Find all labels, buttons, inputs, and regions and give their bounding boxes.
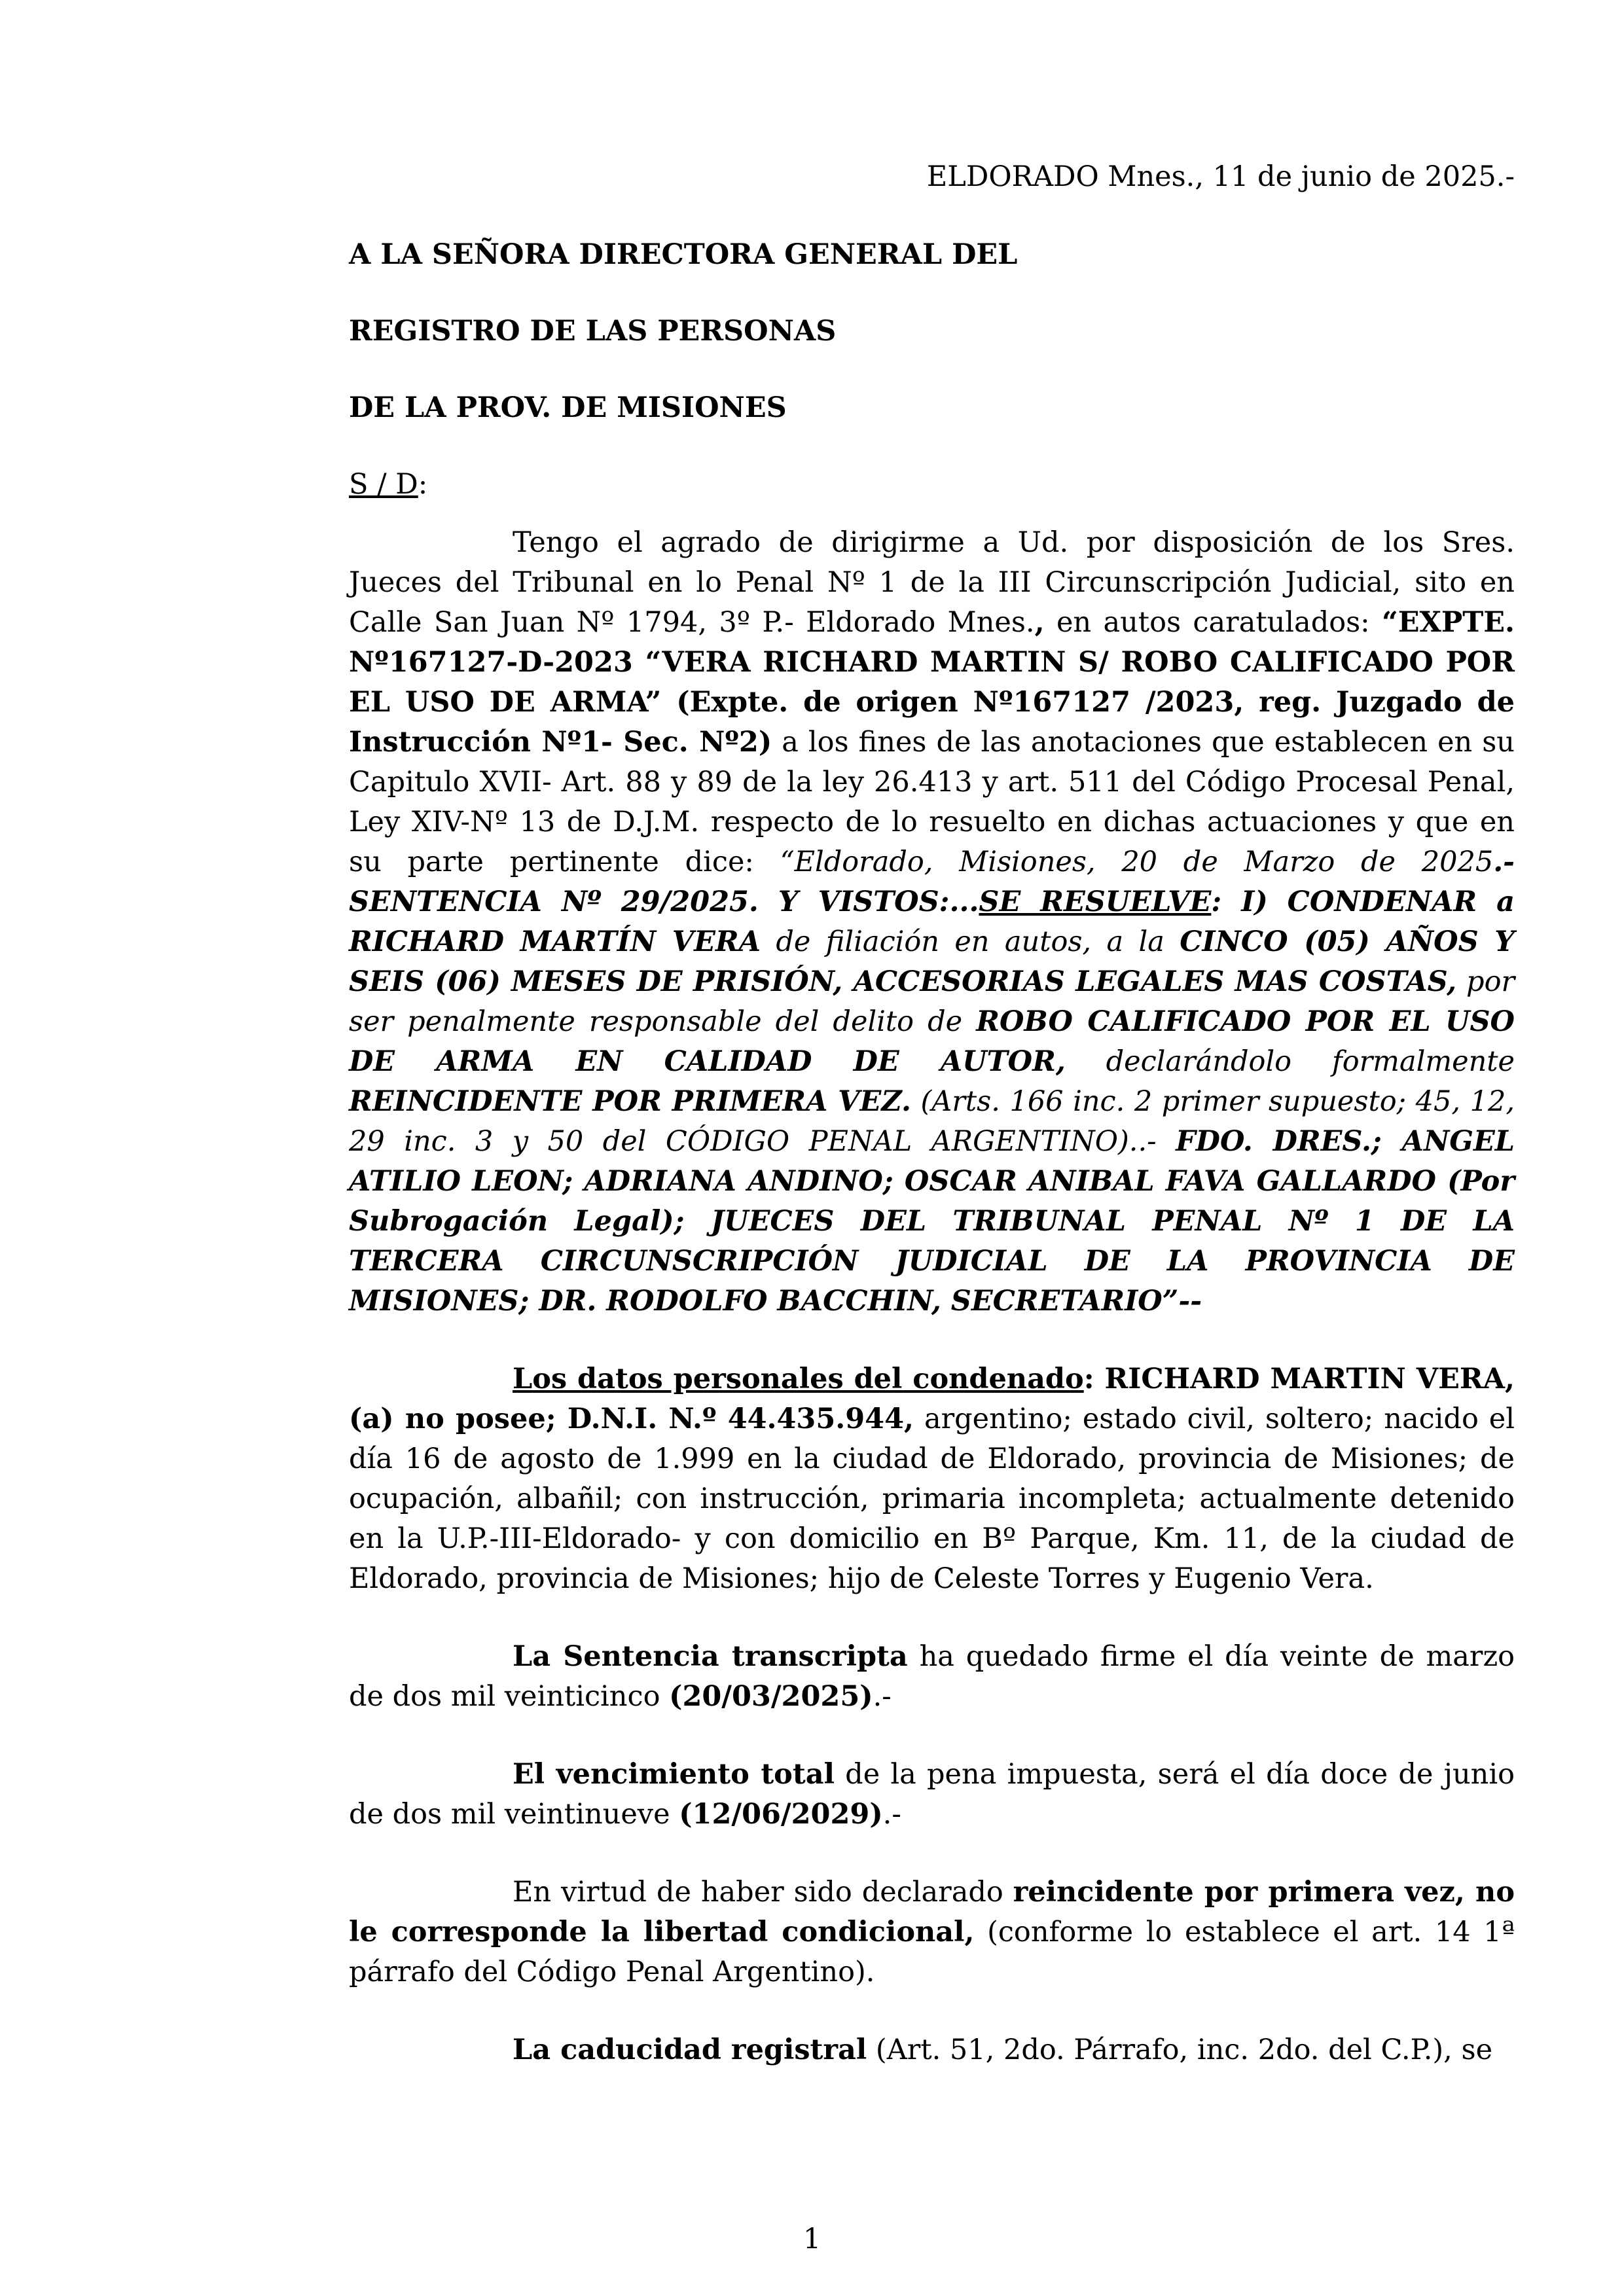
firm-date: (20/03/2025) (669, 1680, 873, 1713)
articulos: (Arts. 166 inc. 2 primer supuesto; 45, 12, 29 inc. 3 y 50 del CÓDIGO PENAL ARGENTINO)..- (349, 1085, 1515, 1158)
addressee-line-2: REGISTRO DE LAS PERSONAS (349, 315, 837, 348)
sd-colon: : (418, 468, 428, 501)
personal-data-details: argentino; estado civil, soltero; nacido el día 16 de agosto de 1.999 en la ciudad de Eldorado, provincia de Misiones; de ocupación, albañil; con instrucción, primaria incompleta; actualmente detenido en la U.P.-III-Eldorado- y con domicilio en Bº Parque, Km. 11, de la ciudad de Eldorado, provincia de Misiones; hijo de Celeste Torres y Eugenio Vera. (349, 1403, 1515, 1595)
parole-text: En virtud de haber sido declarado (513, 1876, 1013, 1909)
registry-heading: La caducidad registral (513, 2034, 867, 2066)
paragraph-introduction (349, 523, 1515, 1321)
letter-body (349, 157, 1515, 2070)
addressee-line-1: A LA SEÑORA DIRECTORA GENERAL DEL (349, 238, 1018, 271)
sd-label: S / D (349, 468, 418, 501)
intro-purpose: a los fines de las anotaciones que establecen en su Capitulo XVII- Art. 88 y 89 de la ley 26.413 y art. 511 del Código Procesal Penal, Ley XIV-Nº 13 de D.J.M. respecto de lo resuelto en dichas actuaciones y que en su parte pertinente dice: (349, 726, 1515, 878)
firm-heading: La Sentencia transcripta (513, 1640, 908, 1673)
paragraph-firm-sentence (349, 1637, 1515, 1717)
parole-bold: reincidente por primera vez, no le corresponde la libertad condicional, (349, 1876, 1515, 1948)
personal-data-id: : RICHARD MARTIN VERA, (a) no posee; D.N.I. N.º 44.435.944, (349, 1363, 1515, 1435)
responsable: por ser penalmente responsable del delito de (349, 965, 1515, 1038)
sentence-number: .- SENTENCIA Nº 29/2025. Y VISTOS:... (349, 846, 1515, 918)
expiration-end: .- (882, 1798, 901, 1831)
condena: : I) CONDENAR a RICHARD MARTÍN VERA (349, 886, 1515, 958)
personal-data-heading: Los datos personales del condenado (513, 1363, 1084, 1395)
page-number: 1 (803, 2223, 821, 2255)
pena: CINCO (05) AÑOS Y SEIS (06) MESES DE PRISIÓN, ACCESORIAS LEGALES MAS COSTAS, (349, 925, 1515, 998)
firmas: FDO. DRES.; ANGEL ATILIO LEON; ADRIANA ANDINO; OSCAR ANIBAL FAVA GALLARDO (Por Subrogación Legal); JUECES DEL TRIBUNAL PENAL Nº 1 DE LA TERCERA CIRCUNSCRIPCIÓN JUDICIAL DE LA PROVINCIA DE MISIONES; DR. RODOLFO BACCHIN, SECRETARIO”-- (349, 1125, 1515, 1318)
parole-reference: (conforme lo establece el art. 14 1ª párrafo del Código Penal Argentino). (349, 1916, 1515, 1988)
delito: ROBO CALIFICADO POR EL USO DE ARMA EN CALIDAD DE AUTOR, (349, 1005, 1515, 1078)
paragraph-registry-expiry (349, 2030, 1515, 2070)
firm-end: .- (873, 1680, 892, 1713)
addressee-line-3: DE LA PROV. DE MISIONES (349, 391, 787, 424)
salutation-sd (349, 465, 1515, 505)
paragraph-personal-data (349, 1359, 1515, 1599)
filiacion: de filiación en autos, a la (761, 925, 1180, 958)
declarandolo: declarándolo formalmente (1065, 1045, 1515, 1078)
letter-date: ELDORADO Mnes., 11 de junio de 2025.- (926, 160, 1515, 193)
intro-autos: en autos caratulados: (1044, 606, 1382, 639)
paragraph-expiration (349, 1755, 1515, 1835)
expiration-heading: El vencimiento total (513, 1758, 835, 1791)
expiration-text: de la pena impuesta, será el día doce de junio de dos mil veintinueve (349, 1758, 1515, 1831)
firm-text: ha quedado firme el día veinte de marzo de dos mil veinticinco (349, 1640, 1515, 1713)
expiration-date: (12/06/2029) (679, 1798, 883, 1831)
registry-text: (Art. 51, 2do. Párrafo, inc. 2do. del C.P.), se (867, 2034, 1493, 2066)
paragraph-parole (349, 1873, 1515, 1992)
intro-comma: , (1034, 606, 1045, 639)
reincidente: REINCIDENTE POR PRIMERA VEZ. (349, 1085, 911, 1118)
quote-date: “Eldorado, Misiones, 20 de Marzo de 2025 (780, 846, 1494, 878)
intro-text: Tengo el agrado de dirigirme a Ud. por disposición de los Sres. Jueces del Tribunal en lo Penal Nº 1 de la III Circunscripción Judicial, sito en Calle San Juan Nº 1794, 3º P.- Eldorado Mnes. (349, 526, 1515, 639)
se-resuelve: SE RESUELVE (979, 886, 1212, 918)
case-title: “EXPTE. Nº167127-D-2023 “VERA RICHARD MARTIN S/ ROBO CALIFICADO POR EL USO DE ARMA” (Expte. de origen Nº167127 /2023, reg. Juzgado de Instrucción Nº1- Sec. Nº2) (349, 606, 1515, 759)
